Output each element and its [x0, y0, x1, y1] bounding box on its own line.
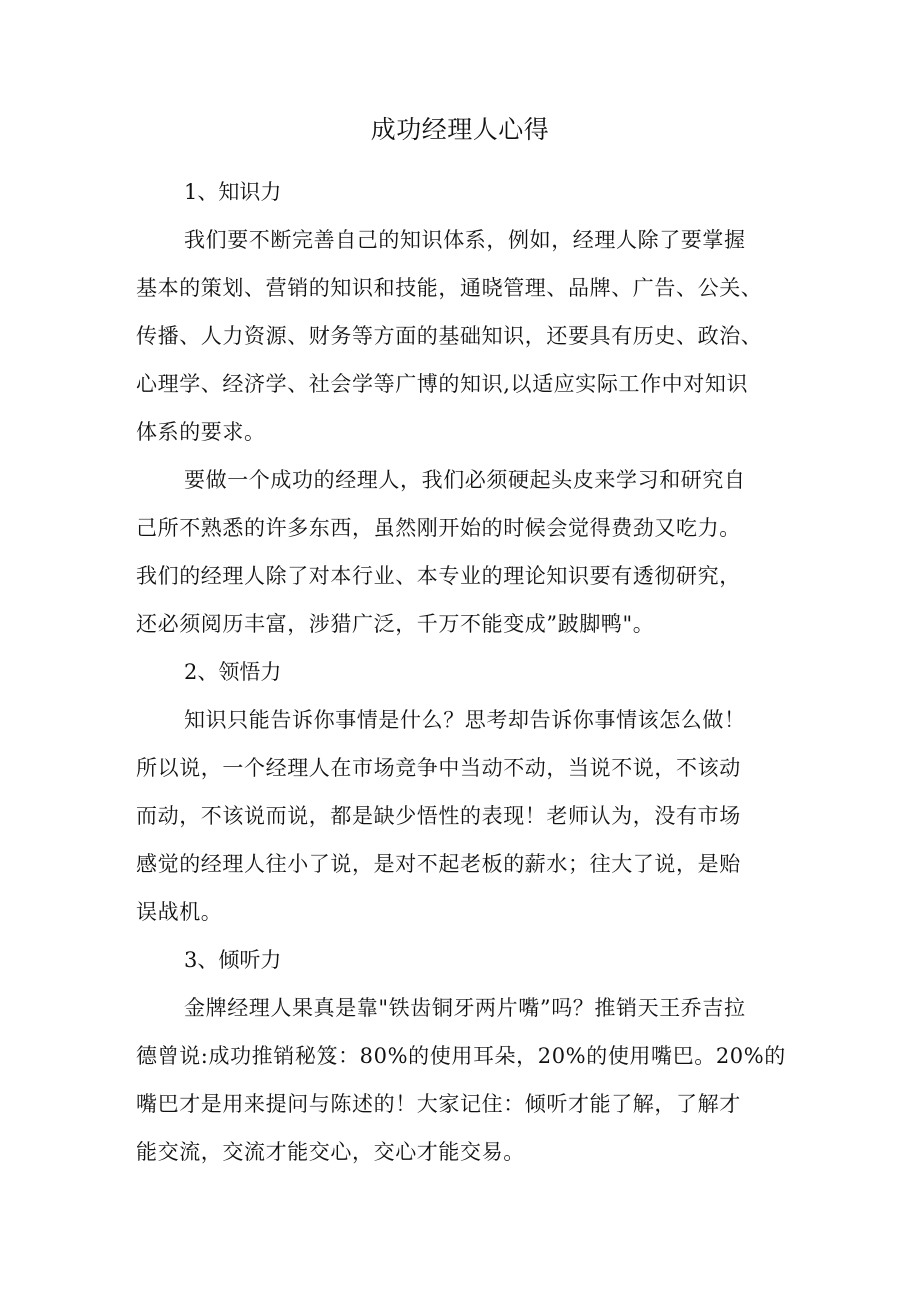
text-line: 我们的经理人除了对本行业、本专业的理论知识要有透彻研究， [136, 564, 741, 588]
text-line: 而动，不该说而说，都是缺少悟性的表现！老师认为，没有市场 [136, 804, 741, 828]
document-body [136, 168, 792, 1176]
text-line: 德曾说:成功推销秘笈：80%的使用耳朵，20%的使用嘴巴。20%的 [136, 1044, 786, 1068]
text-line: 能交流，交流才能交心，交心才能交易。 [136, 1140, 525, 1164]
text-line: 还必须阅历丰富，涉猎广泛，千万不能变成”跛脚鸭"。 [136, 612, 655, 636]
text-line: 感觉的经理人往小了说，是对不起老板的薪水；往大了说，是贻 [136, 852, 741, 876]
text-line: 金牌经理人果真是靠"铁齿铜牙两片嘴”吗？推销天王乔吉拉 [184, 996, 746, 1020]
section-heading-insight: 2、领悟力 [184, 660, 282, 684]
page-title: 成功经理人心得 [370, 115, 550, 144]
paragraph [136, 984, 792, 1176]
paragraph [136, 456, 792, 648]
text-line: 要做一个成功的经理人，我们必须硬起头皮来学习和研究自 [184, 468, 746, 492]
section-heading-knowledge: 1、知识力 [184, 180, 282, 204]
text-line: 我们要不断完善自己的知识体系，例如，经理人除了要掌握 [184, 228, 746, 252]
text-line: 己所不熟悉的许多东西，虽然刚开始的时候会觉得费劲又吃力。 [136, 516, 741, 540]
text-line: 传播、人力资源、财务等方面的基础知识，还要具有历史、政治、 [136, 324, 763, 348]
text-line: 误战机。 [136, 900, 223, 924]
paragraph [136, 216, 792, 456]
text-line: 嘴巴才是用来提问与陈述的！大家记住：倾听才能了解，了解才 [136, 1092, 741, 1116]
text-line: 所以说，一个经理人在市场竞争中当动不动，当说不说，不该动 [136, 756, 741, 780]
text-line: 体系的要求。 [136, 420, 266, 444]
text-line: 心理学、经济学、社会学等广博的知识,以适应实际工作中对知识 [136, 372, 749, 396]
text-line: 基本的策划、营销的知识和技能，通晓管理、品牌、广告、公关、 [136, 276, 763, 300]
section-heading-listening: 3、倾听力 [184, 948, 282, 972]
paragraph [136, 696, 792, 936]
text-line: 知识只能告诉你事情是什么？思考却告诉你事情该怎么做！ [184, 708, 746, 732]
